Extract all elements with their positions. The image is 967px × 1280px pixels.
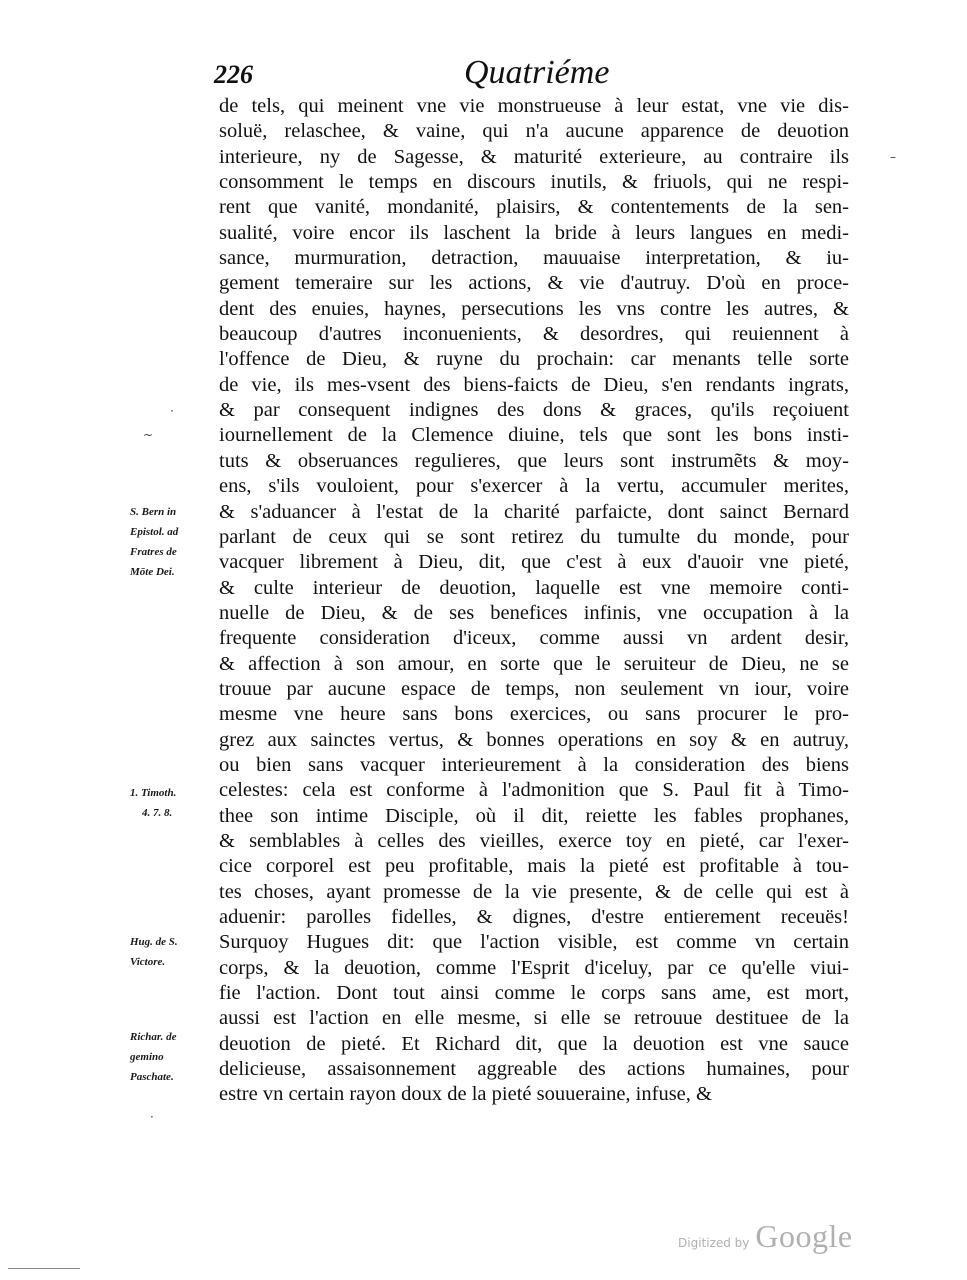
text-line: aussi est l'action en elle mesme, si elle se retrouue destituee de la [219,1007,849,1030]
margin-note-line: Paschate. [130,1071,174,1083]
margin-note-line: Epistol. ad [130,526,179,538]
margin-note-hugues [130,932,210,972]
margin-note-line: Richar. de [130,1031,177,1043]
page-number: 226 [214,60,253,89]
text-line: deuotion de pieté. Et Richard dit, que la deuotion est vne sauce [219,1032,849,1055]
text-line: aduenir: parolles fidelles, & dignes, d'estre entierement receuës! [219,906,849,928]
text-line: soluë, relaschee, & vaine, qui n'a aucune apparence de deuotion [219,120,849,143]
text-line: gement temeraire sur les actions, & vie d'autruy. D'où en proce- [219,272,849,295]
text-line: sance, murmuration, detraction, mauuaise interpretation, & iu- [219,247,849,270]
text-line: estre vn certain rayon doux de la pieté souueraine, infuse, & [219,1083,712,1106]
digitized-watermark [678,1218,853,1255]
scan-edge-line [8,1268,80,1269]
page-header [214,54,854,98]
text-line: nuelle de Dieu, & de ses benefices infinis, vne occupation à la [219,601,849,624]
text-line: interieure, ny de Sagesse, & maturité exterieure, au contraire ils [219,145,849,168]
margin-note-line: gemino [130,1051,164,1063]
text-line: tes choses, ayant promesse de la vie presente, & de celle qui est à [219,880,849,903]
text-line: & culte interieur de deuotion, laquelle est vne memoire conti- [219,576,849,599]
body-text [219,94,849,1108]
google-logo: Google [755,1218,853,1254]
text-line: tuts & obseruances regulieres, que leurs sont instrumẽts & moy- [219,449,849,472]
text-line: celestes: cela est conforme à l'admonition que S. Paul fit à Timo- [219,779,849,802]
text-line: dent des enuies, haynes, persecutions les vns contre les autres, & [219,297,849,320]
margin-note-timothy [130,783,210,823]
text-line: vacquer librement à Dieu, dit, que c'est à eux d'auoir vne pieté, [219,551,849,574]
margin-note-line: S. Bern in [130,506,177,518]
text-line: rent que vanité, mondanité, plaisirs, & contentements de la sen- [219,196,849,219]
margin-note-line: Hug. de S. [130,936,178,948]
text-line: de tels, qui meinent vne vie monstrueuse à leur estat, vne vie dis- [219,95,849,117]
margin-note-line: 4. 7. 8. [142,807,173,819]
specks-decoration: – [890,150,896,164]
text-line: & par consequent indignes des dons & graces, qu'ils reçoiuent [219,399,849,422]
margin-note-line: Fratres de [130,546,177,558]
text-line: de vie, ils mes-vsent des biens-faicts de Dieu, s'en rendants ingrats, [219,373,849,396]
text-line: & affection à son amour, en sorte que le seruiteur de Dieu, ne se [219,652,849,675]
margin-note-bernard [130,502,210,582]
specks-decoration: ~ [143,428,154,442]
text-line: parlant de ceux qui se sont retirez du tumulte du monde, pour [219,525,849,548]
text-line: cice corporel est peu profitable, mais la pieté est profitable à tou- [219,855,849,878]
text-line: l'offence de Dieu, & ruyne du prochain: car menants telle sorte [219,348,849,371]
text-line: trouue par aucune espace de temps, non seulement vn iour, voire [219,677,849,700]
watermark-prefix: Digitized by [678,1236,750,1250]
text-line: fie l'action. Dont tout ainsi comme le corps sans ame, est mort, [219,982,849,1005]
running-head: Quatriéme [464,54,610,91]
text-line: thee son intime Disciple, où il dit, reiette les fables prophanes, [219,804,849,827]
margin-note-richard [130,1027,210,1087]
text-line: frequente consideration d'iceux, comme aussi vn ardent desir, [219,627,849,650]
margin-note-line: Victore. [130,956,166,968]
text-line: beaucoup d'autres inconuenients, & desordres, qui reuiennent à [219,323,849,346]
text-line: corps, & la deuotion, comme l'Esprit d'iceluy, par ce qu'elle viui- [219,956,849,979]
text-line: delicieuse, assaisonnement aggreable des actions humaines, pour [219,1058,849,1081]
text-line: consomment le temps en discours inutils, & friuols, qui ne respi- [219,171,849,194]
text-line: iournellement de la Clemence diuine, tels que sont les bons insti- [219,424,849,447]
text-line: ou bien sans vacquer interieurement à la consideration des biens [219,753,849,776]
specks-decoration: · [150,1110,154,1124]
text-line: & s'aduancer à l'estat de la charité parfaicte, dont sainct Bernard [219,500,849,523]
text-line: grez aux sainctes vertus, & bonnes operations en soy & en autruy, [219,728,849,751]
text-line: ens, s'ils vouloient, pour s'exercer à la vertu, accumuler merites, [219,475,849,498]
text-line: & semblables à celles des vieilles, exerce toy en pieté, car l'exer- [219,829,849,852]
margin-note-line: 1. Timoth. [130,787,177,799]
margin-note-line: Mōte Dei. [130,566,175,578]
text-line: sualité, voire encor ils laschent la bride à leurs langues en medi- [219,221,849,244]
specks-decoration: · [170,404,174,418]
text-line: mesme vne heure sans bons exercices, ou sans procurer le pro- [219,703,849,726]
text-line: Surquoy Hugues dit: que l'action visible, est comme vn certain [219,931,849,954]
